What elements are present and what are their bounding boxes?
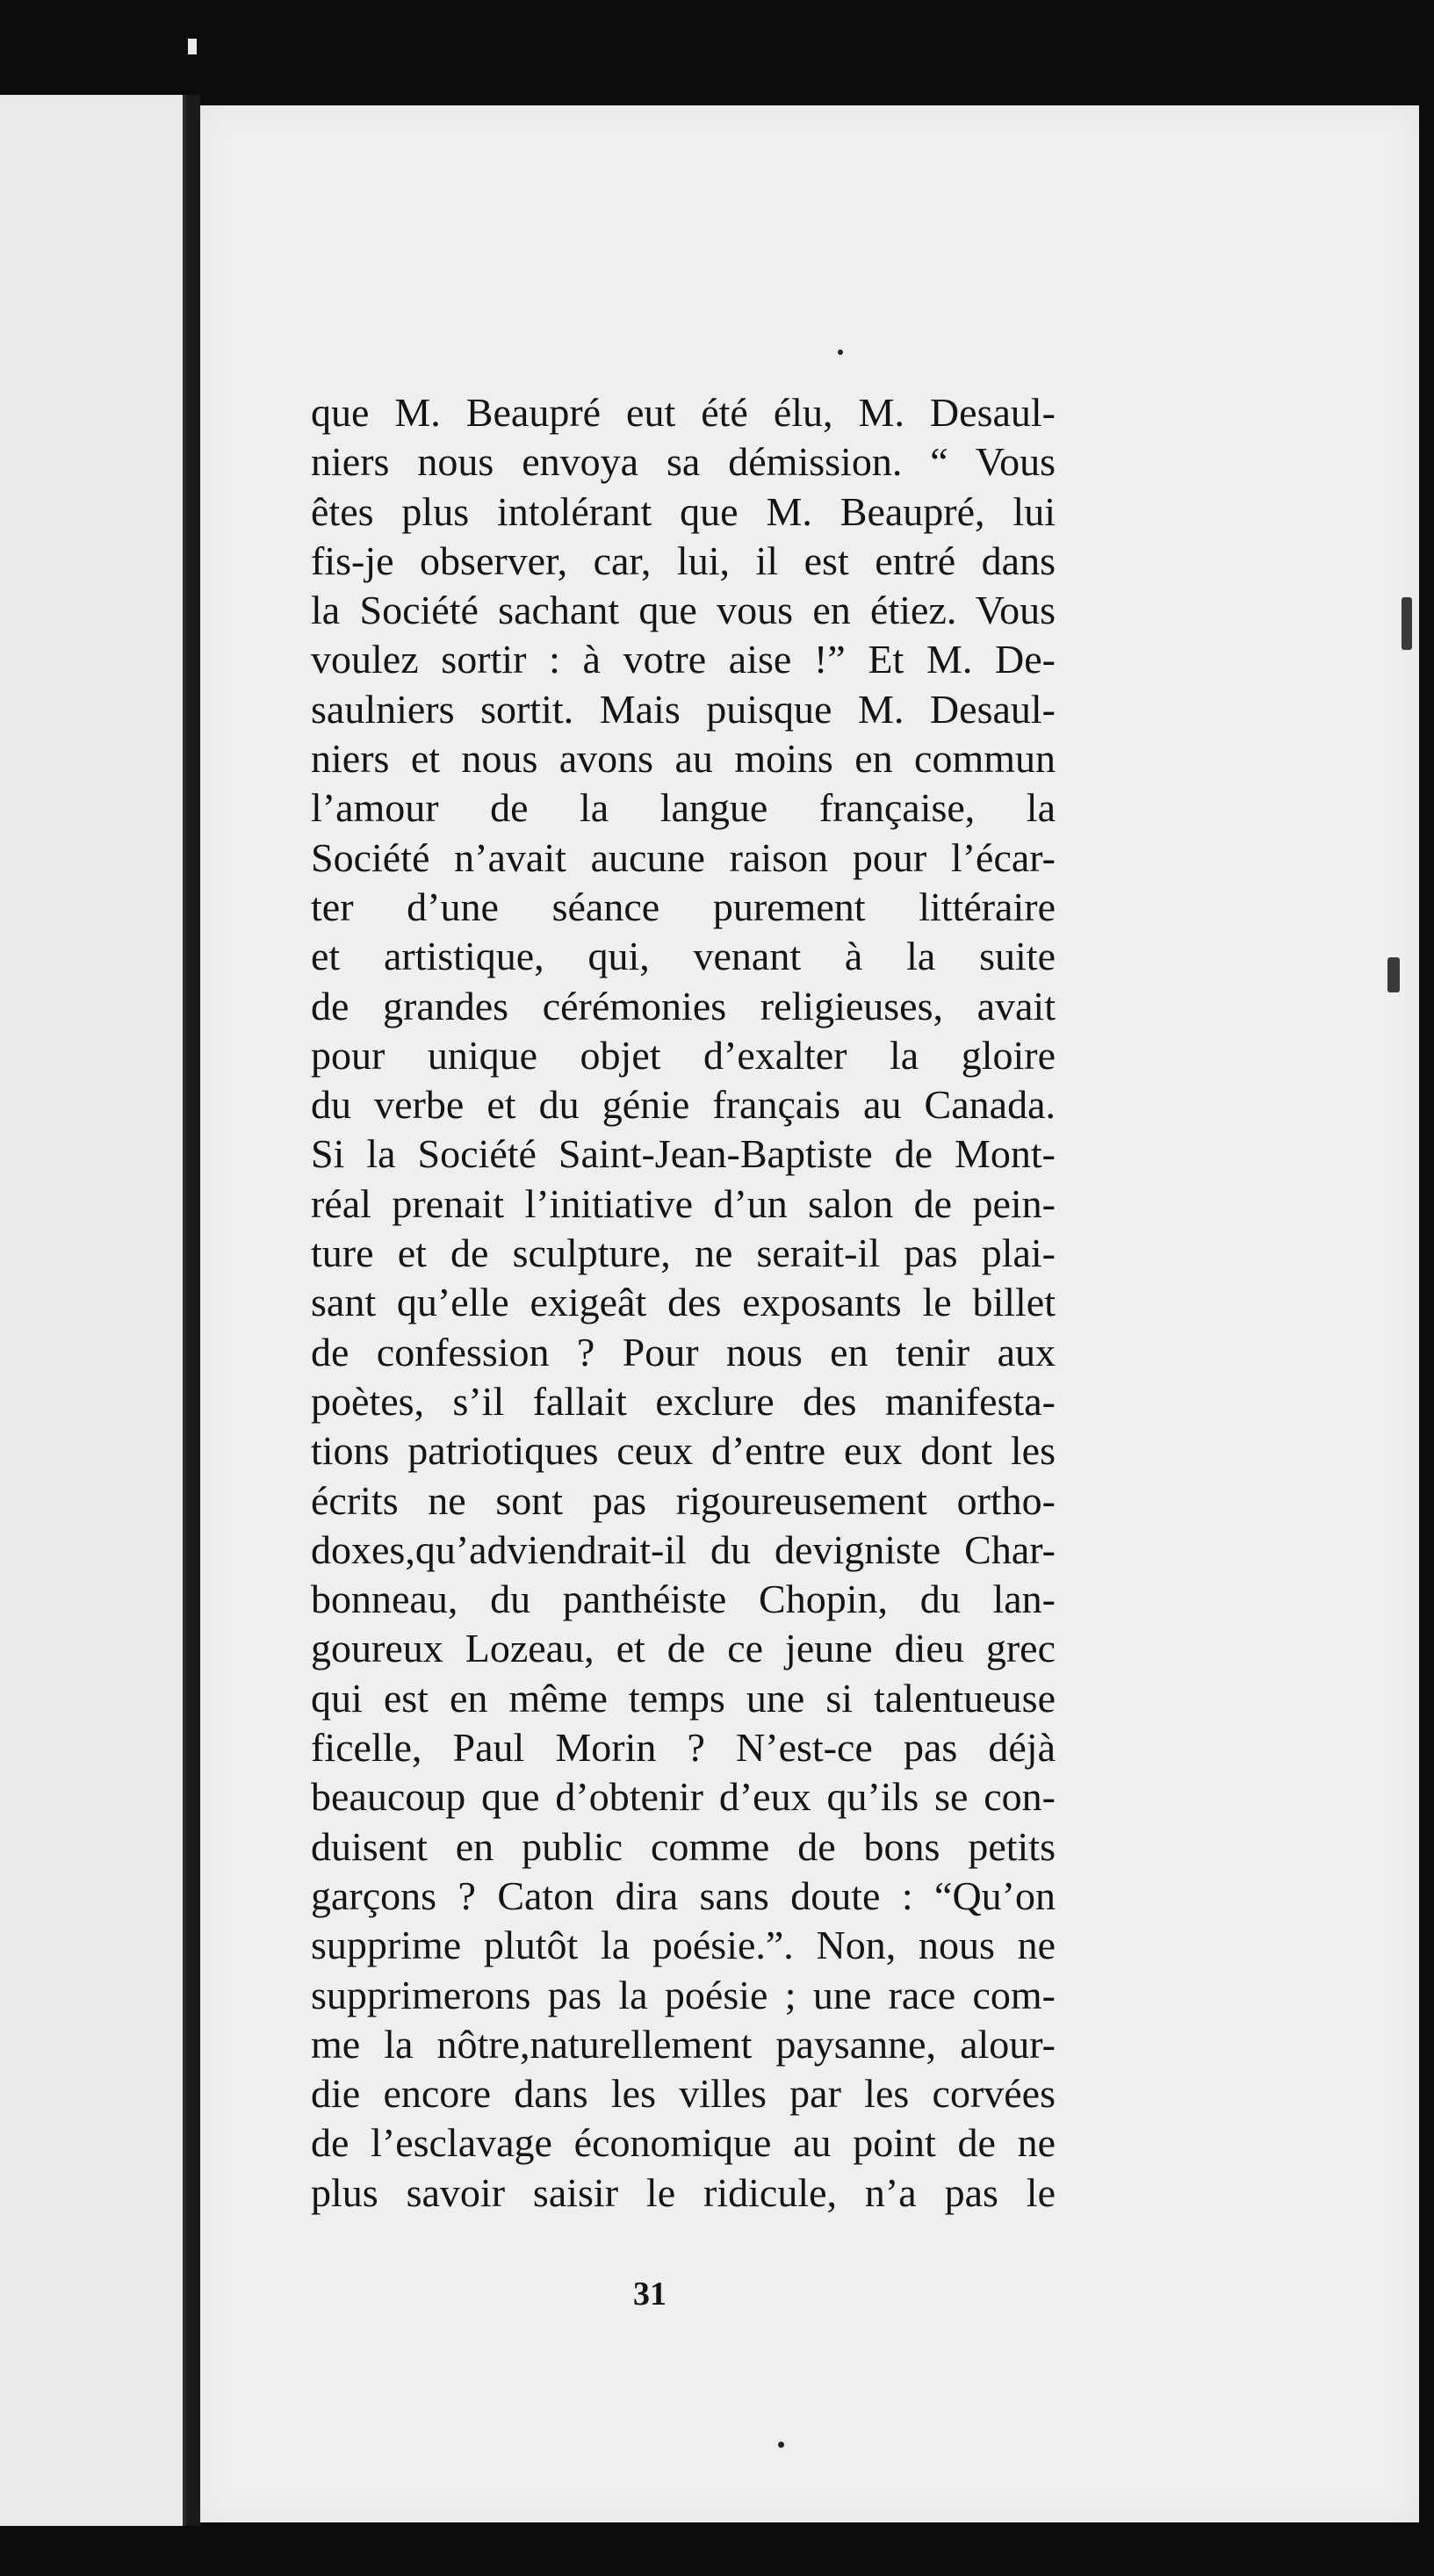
scan-artifact-mark [188,39,197,54]
text-line: plus savoir saisir le ridicule, n’a pas le [311,2169,1056,2215]
text-line: êtes plus intolérant que M. Beaupré, lui [311,488,1056,534]
text-line: poètes, s’il fallait exclure des manifesta- [311,1378,1056,1424]
text-line: sant qu’elle exigeât des exposants le billet [311,1280,1056,1325]
text-line: saulniers sortit. Mais puisque M. Desaul- [311,686,1056,732]
text-line: tions patriotiques ceux d’entre eux dont les [311,1428,1056,1474]
text-line: ture et de sculpture, ne serait-il pas plai- [311,1230,1056,1276]
text-line: écrits ne sont pas rigoureusement ortho- [311,1477,1056,1523]
text-line: ficelle, Paul Morin ? N’est-ce pas déjà [311,1725,1056,1771]
text-line: réal prenait l’initiative d’un salon de pein- [311,1180,1056,1226]
text-line: supprimerons pas la poésie ; une race com- [311,1972,1056,2017]
gutter [186,95,200,2526]
text-line: me la nôtre,naturellement paysanne, alour- [311,2021,1056,2067]
text-line: niers nous envoya sa démission. “ Vous [311,439,1056,485]
text-line: doxes,qu’adviendrait-il du devigniste Char- [311,1526,1056,1572]
text-line: ter d’une séance purement littéraire [311,884,1056,929]
text-line: bonneau, du panthéiste Chopin, du lan- [311,1577,1056,1622]
text-line: Société n’avait aucune raison pour l’écar- [311,834,1056,880]
text-line: garçons ? Caton dira sans doute : “Qu’on [311,1872,1056,1918]
dust-speck [778,2442,784,2448]
text-line: du verbe et du génie français au Canada. [311,1082,1056,1128]
text-line: supprime plutôt la poésie.”. Non, nous ne [311,1923,1056,1968]
text-line: la Société sachant que vous en étiez. Vous [311,588,1056,633]
text-line: que M. Beaupré eut été élu, M. Desaul- [311,390,1056,435]
text-line: de l’esclavage économique au point de ne [311,2120,1056,2166]
text-line: et artistique, qui, venant à la suite [311,934,1056,979]
dust-speck [838,350,843,355]
text-line: l’amour de la langue française, la [311,785,1056,831]
text-line: fis-je observer, car, lui, il est entré dans [311,538,1056,583]
left-page-edge [0,95,186,2526]
text-line: Si la Société Saint-Jean-Baptiste de Mont- [311,1131,1056,1177]
text-line: duisent en public comme de bons petits [311,1823,1056,1869]
text-line: goureux Lozeau, et de ce jeune dieu grec [311,1626,1056,1671]
text-line: die encore dans les villes par les corvées [311,2071,1056,2117]
body-text [311,388,1056,2218]
dust-speck [1402,597,1412,650]
text-line: qui est en même temps une si talentueuse [311,1675,1056,1721]
text-line: pour unique objet d’exalter la gloire [311,1032,1056,1078]
text-line: niers et nous avons au moins en commun [311,736,1056,782]
text-line: de grandes cérémonies religieuses, avait [311,983,1056,1028]
text-line: de confession ? Pour nous en tenir aux [311,1329,1056,1375]
page-number: 31 [633,2276,667,2313]
text-line: beaucoup que d’obtenir d’eux qu’ils se con- [311,1774,1056,1820]
dust-speck [1387,957,1400,992]
text-line: voulez sortir : à votre aise !” Et M. De- [311,637,1056,682]
